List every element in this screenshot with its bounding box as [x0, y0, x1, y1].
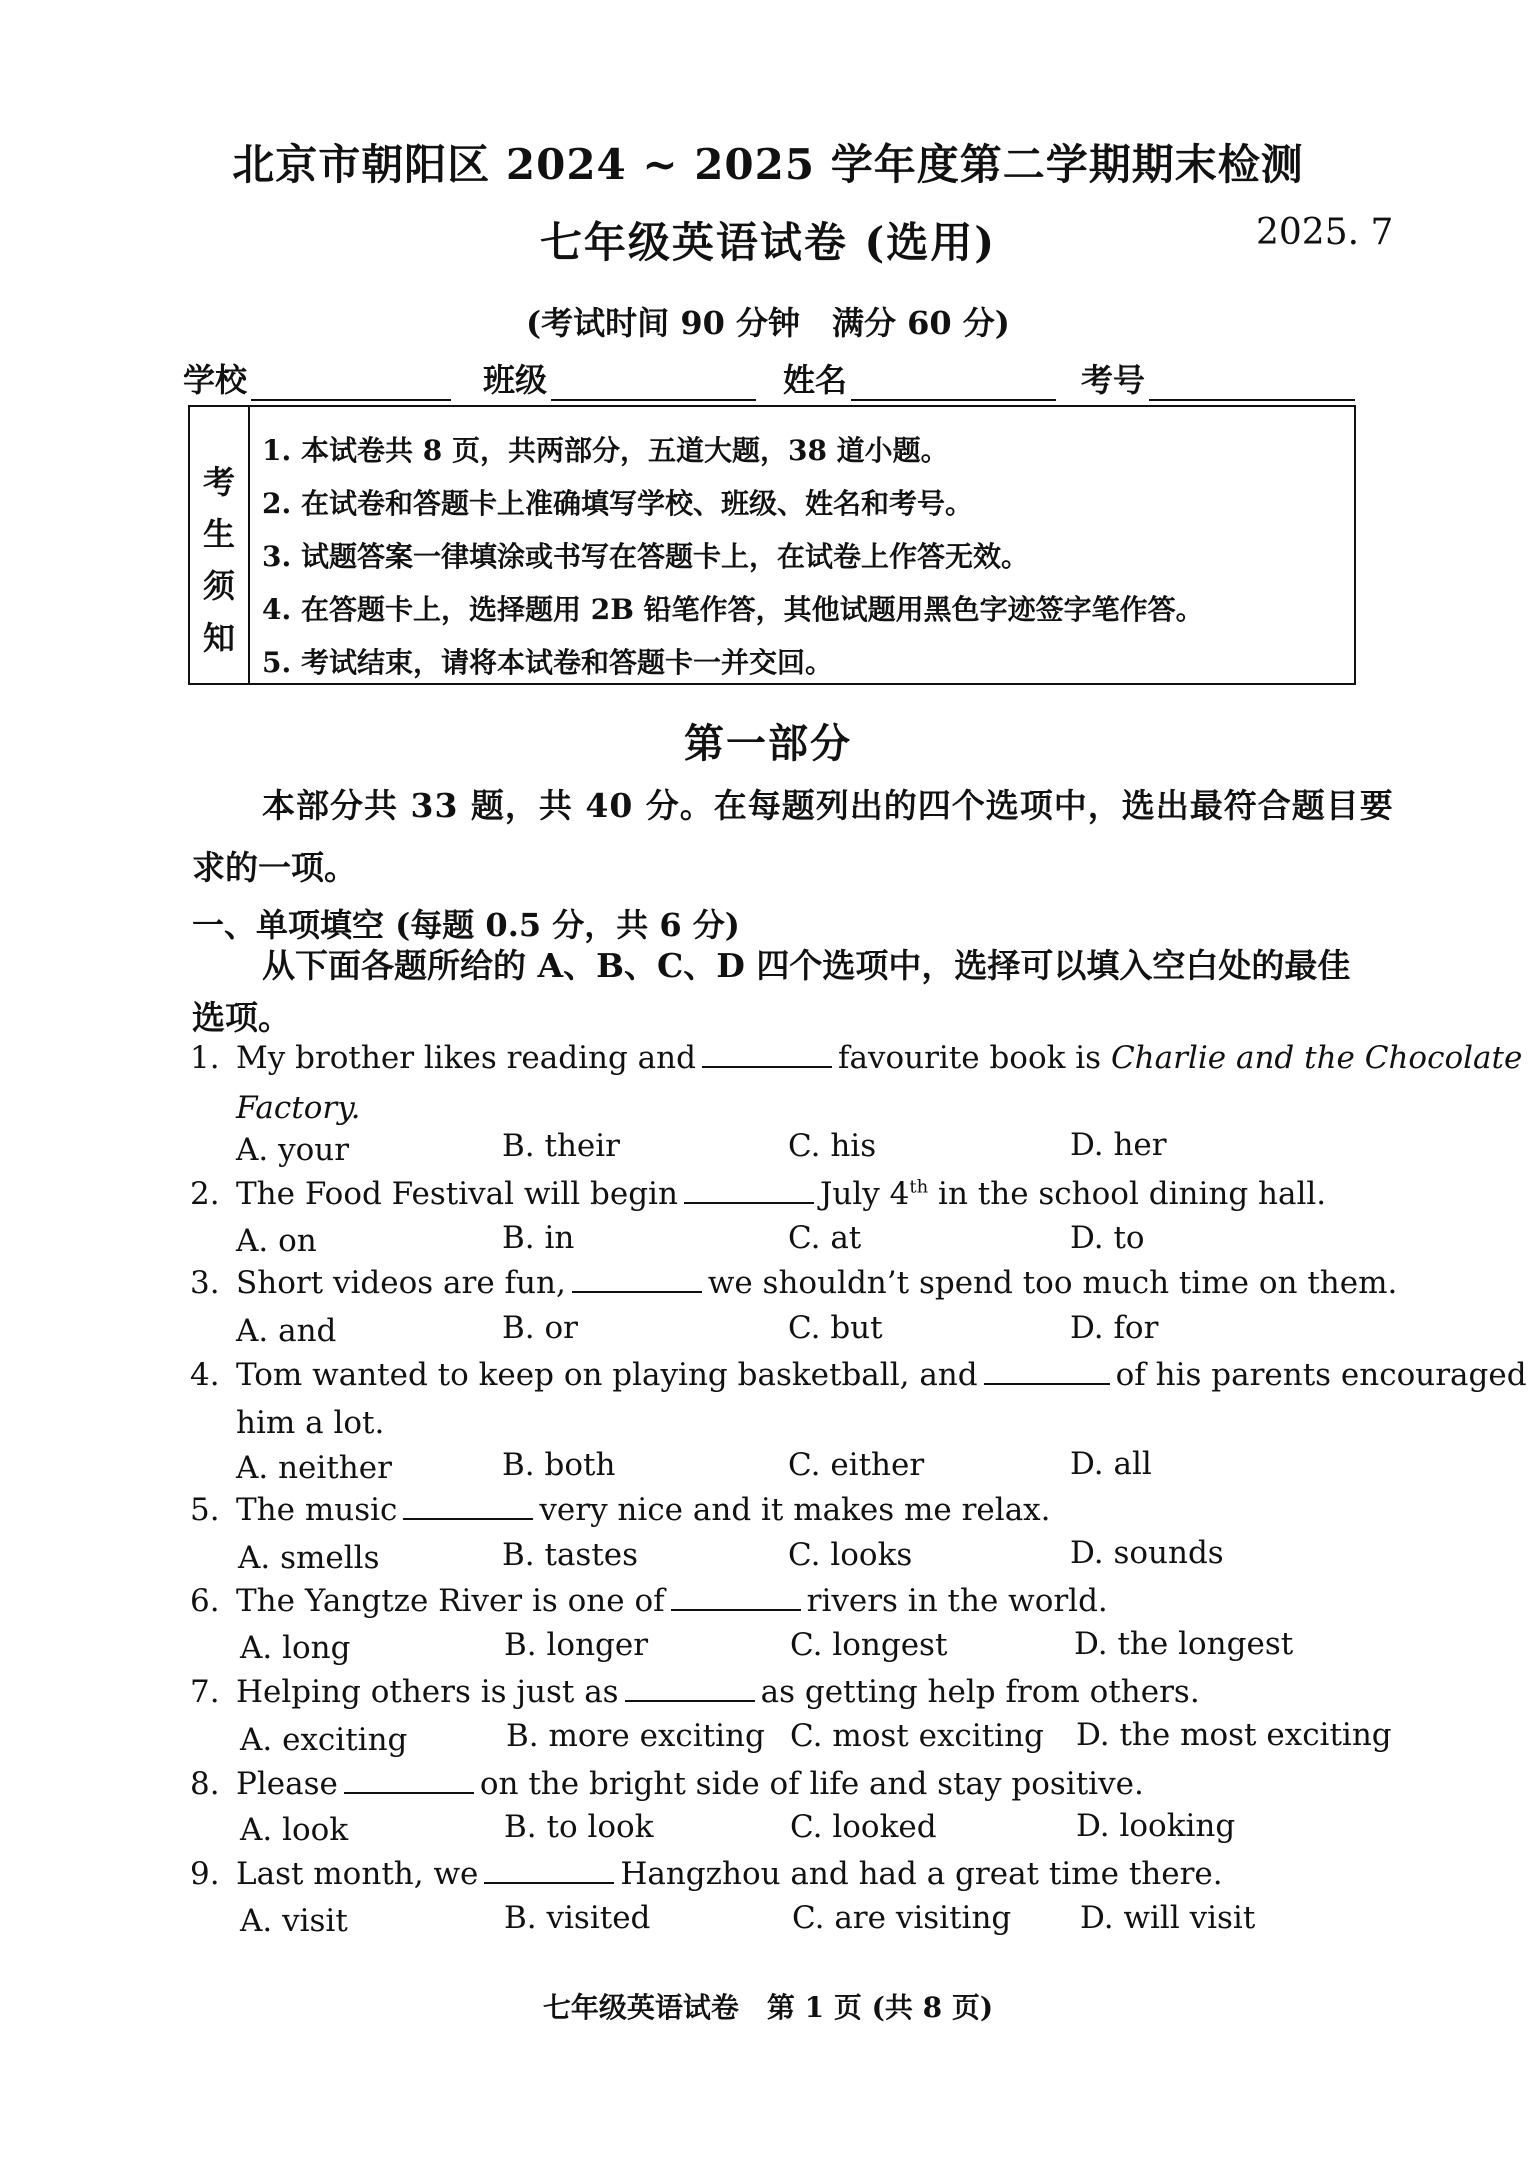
answer-blank[interactable] [984, 1382, 1110, 1385]
option-a[interactable]: A. look [240, 1812, 349, 1848]
answer-blank[interactable] [671, 1608, 801, 1611]
question-stem: Please on the bright side of life and stay positive. [236, 1766, 1144, 1802]
option-c[interactable]: C. looks [788, 1537, 913, 1573]
question-continuation: him a lot. [236, 1405, 385, 1441]
question-stem: Last month, we Hangzhou and had a great time there. [236, 1856, 1223, 1892]
question-number: 6. [190, 1583, 220, 1619]
option-c[interactable]: C. his [788, 1128, 877, 1164]
option-b[interactable]: B. longer [504, 1627, 649, 1663]
option-a[interactable]: A. neither [236, 1450, 392, 1486]
part-intro-line2: 求的一项。 [192, 848, 357, 887]
answer-blank[interactable] [344, 1791, 474, 1794]
notice-item: 3. 试题答案一律填涂或书写在答题卡上，在试卷上作答无效。 [262, 540, 1029, 573]
option-c[interactable]: C. either [788, 1447, 925, 1483]
part-intro-line1: 本部分共 33 题，共 40 分。在每题列出的四个选项中，选出最符合题目要 [262, 786, 1394, 825]
option-b[interactable]: B. tastes [502, 1537, 639, 1573]
notice-heading [190, 407, 250, 683]
section-instruction-line2: 选项。 [192, 998, 291, 1037]
notice-heading-char: 须 [202, 567, 235, 605]
question-number: 4. [190, 1357, 220, 1393]
page-footer: 七年级英语试卷 第 1 页 (共 8 页) [542, 1991, 994, 2024]
notice-item: 1. 本试卷共 8 页，共两部分，五道大题，38 道小题。 [262, 434, 949, 467]
question-number: 3. [190, 1265, 220, 1301]
notice-heading-char: 生 [202, 515, 235, 553]
option-d[interactable]: D. the most exciting [1076, 1717, 1392, 1753]
notice-item: 4. 在答题卡上，选择题用 2B 铅笔作答，其他试题用黑色字迹签字笔作答。 [262, 593, 1204, 626]
exam-subtitle: 七年级英语试卷 (选用) [539, 218, 997, 267]
option-d[interactable]: D. her [1070, 1127, 1167, 1163]
option-c[interactable]: C. but [788, 1310, 883, 1346]
option-a[interactable]: A. visit [240, 1903, 348, 1939]
option-b[interactable]: B. in [502, 1220, 575, 1256]
option-d[interactable]: D. will visit [1080, 1900, 1256, 1936]
exam-info: (考试时间 90 分钟 满分 60 分) [526, 304, 1010, 342]
question-number: 5. [190, 1492, 220, 1528]
answer-blank[interactable] [484, 1881, 614, 1884]
school-field[interactable] [183, 355, 451, 401]
option-a[interactable]: A. your [236, 1132, 350, 1168]
option-a[interactable]: A. and [236, 1313, 337, 1349]
option-d[interactable]: D. looking [1076, 1808, 1236, 1844]
answer-blank[interactable] [403, 1517, 533, 1520]
question-stem: The Yangtze River is one of rivers in the world. [236, 1583, 1108, 1619]
name-field[interactable] [783, 355, 1056, 401]
question-stem: Short videos are fun, we shouldn’t spend too much time on them. [236, 1265, 1398, 1301]
notice-box [188, 405, 1356, 685]
question-stem: The Food Festival will begin July 4th in the school dining hall. [236, 1176, 1327, 1212]
notice-item: 5. 考试结束，请将本试卷和答题卡一并交回。 [262, 646, 833, 679]
option-d[interactable]: D. sounds [1070, 1535, 1224, 1571]
option-a[interactable]: A. long [240, 1630, 351, 1666]
class-field[interactable] [483, 355, 756, 401]
option-b[interactable]: B. or [502, 1310, 578, 1346]
question-number: 7. [190, 1674, 220, 1710]
answer-blank[interactable] [684, 1201, 814, 1204]
notice-item: 2. 在试卷和答题卡上准确填写学校、班级、姓名和考号。 [262, 487, 973, 520]
answer-blank[interactable] [572, 1290, 702, 1293]
question-stem: Tom wanted to keep on playing basketball, and of his parents encouraged [236, 1357, 1527, 1393]
exam-title: 北京市朝阳区 2024 ~ 2025 学年度第二学期期末检测 [232, 140, 1304, 189]
notice-heading-char: 知 [202, 619, 235, 657]
name-label: 姓名 [783, 361, 848, 399]
question-continuation: Factory. [236, 1090, 361, 1126]
section-instruction-line1: 从下面各题所给的 A、B、C、D 四个选项中，选择可以填入空白处的最佳 [262, 946, 1351, 985]
option-d[interactable]: D. the longest [1074, 1626, 1294, 1662]
exam-date: 2025. 7 [1256, 212, 1394, 253]
option-d[interactable]: D. for [1070, 1310, 1159, 1346]
option-b[interactable]: B. both [502, 1447, 616, 1483]
question-stem: Helping others is just as as getting help from others. [236, 1674, 1200, 1710]
option-c[interactable]: C. looked [790, 1809, 937, 1845]
part-title: 第一部分 [684, 720, 852, 767]
option-c[interactable]: C. at [788, 1220, 862, 1256]
question-number: 9. [190, 1856, 220, 1892]
option-b[interactable]: B. visited [504, 1900, 651, 1936]
option-c[interactable]: C. most exciting [790, 1718, 1044, 1754]
class-label: 班级 [483, 361, 548, 399]
option-a[interactable]: A. on [236, 1223, 317, 1259]
notice-heading-char: 考 [202, 463, 235, 501]
question-number: 8. [190, 1766, 220, 1802]
option-b[interactable]: B. more exciting [506, 1718, 765, 1754]
answer-blank[interactable] [625, 1699, 755, 1702]
exam-number-field[interactable] [1081, 355, 1355, 401]
section-title: 一、单项填空 (每题 0.5 分，共 6 分) [192, 906, 740, 944]
question-stem: My brother likes reading and favourite book is Charlie and the Chocolate [236, 1040, 1523, 1076]
answer-blank[interactable] [702, 1065, 832, 1068]
option-c[interactable]: C. are visiting [792, 1900, 1012, 1936]
question-number: 1. [190, 1040, 220, 1076]
exam-number-label: 考号 [1081, 361, 1146, 399]
student-info-fields [183, 355, 1355, 403]
option-b[interactable]: B. their [502, 1128, 620, 1164]
option-d[interactable]: D. to [1070, 1220, 1145, 1256]
option-b[interactable]: B. to look [504, 1809, 654, 1845]
option-a[interactable]: A. smells [238, 1540, 380, 1576]
question-number: 2. [190, 1176, 220, 1212]
option-a[interactable]: A. exciting [240, 1722, 408, 1758]
option-d[interactable]: D. all [1070, 1446, 1152, 1482]
school-label: 学校 [183, 361, 248, 399]
option-c[interactable]: C. longest [790, 1627, 948, 1663]
question-stem: The music very nice and it makes me relax. [236, 1492, 1051, 1528]
